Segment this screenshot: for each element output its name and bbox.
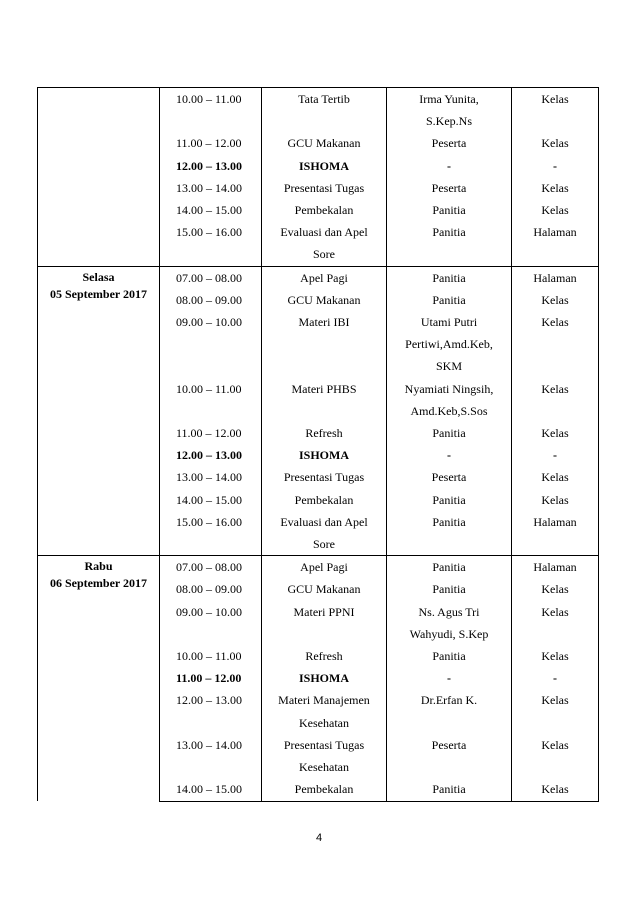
- activity-line: Presentasi Tugas: [283, 180, 365, 195]
- activity-cell: [262, 556, 387, 579]
- person-line: Panitia: [432, 782, 466, 797]
- time-cell: 07.00 – 08.00: [160, 266, 262, 289]
- activity-cell: [262, 422, 387, 444]
- place-cell: -: [512, 444, 599, 466]
- person-line: Pertiwi,Amd.Keb,: [405, 337, 493, 352]
- person-in-charge-cell: [387, 88, 512, 133]
- activity-cell: [262, 466, 387, 488]
- person-in-charge-cell: [387, 311, 512, 378]
- schedule-row: [38, 266, 599, 289]
- person-line: Wahyudi, S.Kep: [409, 626, 489, 641]
- schedule-table: [37, 87, 599, 802]
- person-in-charge-cell: [387, 444, 512, 466]
- place-cell: Kelas: [512, 578, 599, 600]
- page-number: 4: [315, 832, 323, 844]
- person-in-charge-cell: [387, 155, 512, 177]
- activity-cell: [262, 378, 387, 422]
- activity-line: Tata Tertib: [298, 92, 350, 106]
- person-line: -: [447, 448, 451, 463]
- activity-line: ISHOMA: [298, 158, 349, 173]
- place-cell: Kelas: [512, 177, 599, 199]
- place-cell: Kelas: [512, 311, 599, 378]
- person-in-charge-cell: [387, 645, 512, 667]
- place-cell: Halaman: [512, 556, 599, 579]
- person-in-charge-cell: [387, 177, 512, 199]
- activity-line: ISHOMA: [298, 448, 349, 463]
- activity-cell: [262, 155, 387, 177]
- time-cell: 13.00 – 14.00: [160, 466, 262, 488]
- person-line: SKM: [435, 359, 462, 374]
- activity-line: Apel Pagi: [300, 560, 348, 575]
- person-line: Panitia: [432, 203, 466, 218]
- person-in-charge-cell: [387, 667, 512, 689]
- activity-cell: [262, 88, 387, 133]
- day-cell: [38, 88, 160, 267]
- activity-cell: [262, 667, 387, 689]
- time-cell: 12.00 – 13.00: [160, 444, 262, 466]
- person-in-charge-cell: [387, 734, 512, 778]
- person-line: Peserta: [431, 470, 467, 485]
- person-line: Panitia: [432, 292, 466, 307]
- day-name: [38, 88, 159, 90]
- activity-line: Pembekalan: [294, 782, 354, 797]
- activity-cell: [262, 221, 387, 266]
- activity-cell: [262, 489, 387, 511]
- place-cell: Kelas: [512, 489, 599, 511]
- person-in-charge-cell: [387, 132, 512, 154]
- time-cell: 14.00 – 15.00: [160, 489, 262, 511]
- place-cell: Halaman: [512, 266, 599, 289]
- person-in-charge-cell: [387, 778, 512, 801]
- day-date: 05 September 2017: [49, 286, 148, 301]
- person-in-charge-cell: [387, 378, 512, 422]
- schedule-body: [38, 88, 599, 802]
- activity-line: Pembekalan: [294, 203, 354, 218]
- place-cell: Kelas: [512, 778, 599, 801]
- time-cell: 15.00 – 16.00: [160, 221, 262, 266]
- person-line: Utami Putri: [420, 315, 478, 330]
- place-cell: Kelas: [512, 422, 599, 444]
- day-date: 06 September 2017: [49, 576, 148, 591]
- place-cell: Kelas: [512, 734, 599, 778]
- person-line: Ns. Agus Tri: [418, 604, 480, 619]
- person-line: Irma Yunita,: [419, 92, 479, 106]
- person-line: Amd.Keb,S.Sos: [410, 403, 488, 418]
- person-in-charge-cell: [387, 289, 512, 311]
- activity-line: GCU Makanan: [287, 136, 361, 151]
- activity-cell: [262, 289, 387, 311]
- time-cell: 09.00 – 10.00: [160, 601, 262, 645]
- person-line: S.Kep.Ns: [425, 114, 472, 129]
- place-cell: Kelas: [512, 289, 599, 311]
- activity-line: Apel Pagi: [300, 270, 348, 285]
- person-in-charge-cell: [387, 221, 512, 266]
- place-cell: Kelas: [512, 689, 599, 733]
- activity-cell: [262, 177, 387, 199]
- person-line: Panitia: [432, 514, 466, 529]
- time-cell: 10.00 – 11.00: [160, 88, 262, 133]
- person-line: Nyamiati Ningsih,: [404, 381, 494, 396]
- person-line: Panitia: [432, 270, 466, 285]
- activity-cell: [262, 578, 387, 600]
- activity-line: Kesehatan: [299, 760, 349, 775]
- activity-cell: [262, 444, 387, 466]
- activity-line: Pembekalan: [294, 492, 354, 507]
- time-cell: 14.00 – 15.00: [160, 778, 262, 801]
- activity-cell: [262, 199, 387, 221]
- time-cell: 14.00 – 15.00: [160, 199, 262, 221]
- person-line: Panitia: [432, 560, 466, 575]
- activity-line: GCU Makanan: [287, 582, 361, 597]
- person-in-charge-cell: [387, 266, 512, 289]
- activity-line: Presentasi Tugas: [283, 470, 365, 485]
- day-cell: [38, 556, 160, 801]
- place-cell: Kelas: [512, 601, 599, 645]
- activity-cell: [262, 132, 387, 154]
- person-line: Peserta: [431, 737, 467, 752]
- time-cell: 07.00 – 08.00: [160, 556, 262, 579]
- person-line: -: [447, 671, 451, 686]
- activity-line: Materi Manajemen: [278, 693, 370, 708]
- activity-line: Materi PPNI: [293, 604, 355, 619]
- place-cell: -: [512, 155, 599, 177]
- day-name: Rabu: [84, 559, 113, 574]
- person-in-charge-cell: [387, 199, 512, 221]
- person-line: Panitia: [432, 492, 466, 507]
- person-in-charge-cell: [387, 489, 512, 511]
- schedule-row: [38, 88, 599, 133]
- person-in-charge-cell: [387, 511, 512, 556]
- activity-line: Evaluasi dan Apel: [280, 225, 368, 240]
- person-in-charge-cell: [387, 556, 512, 579]
- time-cell: 12.00 – 13.00: [160, 155, 262, 177]
- person-in-charge-cell: [387, 466, 512, 488]
- activity-cell: [262, 734, 387, 778]
- place-cell: Kelas: [512, 466, 599, 488]
- activity-cell: [262, 601, 387, 645]
- person-in-charge-cell: [387, 578, 512, 600]
- time-cell: 12.00 – 13.00: [160, 689, 262, 733]
- time-cell: 10.00 – 11.00: [160, 378, 262, 422]
- time-cell: 08.00 – 09.00: [160, 289, 262, 311]
- person-line: -: [447, 158, 451, 173]
- activity-line: Sore: [313, 247, 335, 262]
- place-cell: -: [512, 667, 599, 689]
- activity-cell: [262, 778, 387, 801]
- activity-cell: [262, 511, 387, 556]
- person-line: Panitia: [432, 426, 466, 441]
- activity-line: GCU Makanan: [287, 292, 361, 307]
- place-cell: Kelas: [512, 88, 599, 133]
- activity-line: Sore: [313, 537, 335, 552]
- person-line: Panitia: [432, 649, 466, 664]
- place-cell: Kelas: [512, 132, 599, 154]
- person-in-charge-cell: [387, 422, 512, 444]
- activity-cell: [262, 645, 387, 667]
- place-cell: Halaman: [512, 511, 599, 556]
- place-cell: Kelas: [512, 199, 599, 221]
- activity-line: Kesehatan: [299, 715, 349, 730]
- activity-line: Evaluasi dan Apel: [280, 514, 368, 529]
- time-cell: 11.00 – 12.00: [160, 132, 262, 154]
- activity-cell: [262, 689, 387, 733]
- activity-line: Refresh: [305, 426, 343, 441]
- person-in-charge-cell: [387, 689, 512, 733]
- time-cell: 13.00 – 14.00: [160, 177, 262, 199]
- person-line: Panitia: [432, 582, 466, 597]
- person-line: Panitia: [432, 225, 466, 240]
- schedule-row: [38, 556, 599, 579]
- day-cell: [38, 266, 160, 556]
- activity-line: Presentasi Tugas: [283, 737, 365, 752]
- time-cell: 13.00 – 14.00: [160, 734, 262, 778]
- person-line: Peserta: [431, 136, 467, 151]
- day-name: Selasa: [82, 269, 115, 284]
- person-line: Peserta: [431, 180, 467, 195]
- time-cell: 10.00 – 11.00: [160, 645, 262, 667]
- time-cell: 08.00 – 09.00: [160, 578, 262, 600]
- person-in-charge-cell: [387, 601, 512, 645]
- time-cell: 11.00 – 12.00: [160, 422, 262, 444]
- time-cell: 11.00 – 12.00: [160, 667, 262, 689]
- place-cell: Kelas: [512, 378, 599, 422]
- person-line: Dr.Erfan K.: [420, 693, 478, 708]
- activity-line: Refresh: [305, 649, 343, 664]
- place-cell: Kelas: [512, 645, 599, 667]
- time-cell: 09.00 – 10.00: [160, 311, 262, 378]
- activity-cell: [262, 311, 387, 378]
- place-cell: Halaman: [512, 221, 599, 266]
- time-cell: 15.00 – 16.00: [160, 511, 262, 556]
- activity-line: Materi IBI: [298, 315, 350, 330]
- activity-line: ISHOMA: [298, 671, 349, 686]
- activity-line: Materi PHBS: [291, 381, 357, 396]
- activity-cell: [262, 266, 387, 289]
